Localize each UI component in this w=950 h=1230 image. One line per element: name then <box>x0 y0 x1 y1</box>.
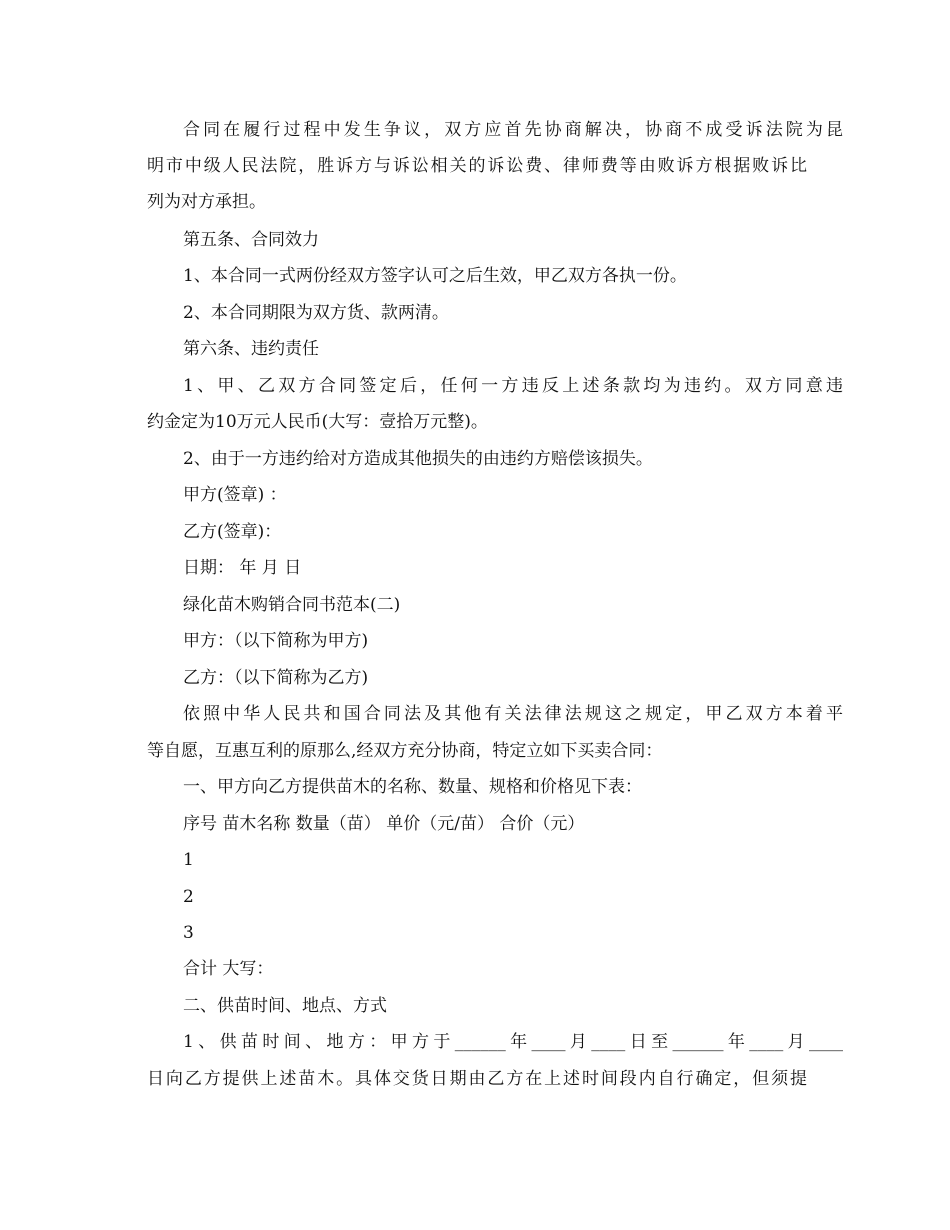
paragraph-line: 日向乙方提供上述苗木。具体交货日期由乙方在上述时间段内自行确定，但须提 <box>147 1069 807 1089</box>
paragraph-line: 1、甲、乙双方合同签定后，任何一方违反上述条款均为违约。双方同意违 <box>183 376 843 396</box>
table-row: 1 <box>183 850 194 870</box>
paragraph-line: 2、本合同期限为双方货、款两清。 <box>183 303 449 323</box>
table-total: 合计 大写： <box>183 959 274 979</box>
paragraph-line: 合同在履行过程中发生争议，双方应首先协商解决，协商不成受诉法院为昆 <box>183 120 843 140</box>
section-heading: 一、甲方向乙方提供苗木的名称、数量、规格和价格见下表： <box>183 777 642 797</box>
paragraph-line: 等自愿，互惠互利的原那么,经双方充分协商，特定立如下买卖合同： <box>147 741 663 761</box>
party-b-line: 乙方：（以下简称为乙方) <box>183 668 369 688</box>
signature-line-party-a: 甲方(签章) ： <box>183 485 287 505</box>
section-heading: 第六条、违约责任 <box>183 339 319 359</box>
paragraph-line: 依照中华人民共和国合同法及其他有关法律法规这之规定，甲乙双方本着平 <box>183 704 843 724</box>
paragraph-line: 1、本合同一式两份经双方签字认可之后生效，甲乙双方各执一份。 <box>183 266 687 286</box>
section-heading: 二、供苗时间、地点、方式 <box>183 996 387 1016</box>
paragraph-line: 明市中级人民法院，胜诉方与诉讼相关的诉讼费、律师费等由败诉方根据败诉比 <box>147 156 807 176</box>
table-row: 3 <box>183 923 194 943</box>
paragraph-line: 1、供苗时间、地方：甲方于______年____月____日至______年____月____ <box>183 1032 843 1052</box>
table-header: 序号 苗木名称 数量（苗） 单价（元/苗） 合价（元） <box>183 814 585 834</box>
document-title: 绿化苗木购销合同书范本(二) <box>183 595 401 615</box>
table-row: 2 <box>183 887 194 907</box>
paragraph-line: 列为对方承担。 <box>147 192 266 212</box>
section-heading: 第五条、合同效力 <box>183 230 319 250</box>
paragraph-line: 2、由于一方违约给对方造成其他损失的由违约方赔偿该损失。 <box>183 449 653 469</box>
paragraph-line: 约金定为10万元人民币(大写：壹拾万元整)。 <box>147 412 488 432</box>
signature-line-party-b: 乙方(签章)： <box>183 522 282 542</box>
date-line: 日期： 年 月 日 <box>183 558 302 578</box>
party-a-line: 甲方：（以下简称为甲方) <box>183 631 369 651</box>
